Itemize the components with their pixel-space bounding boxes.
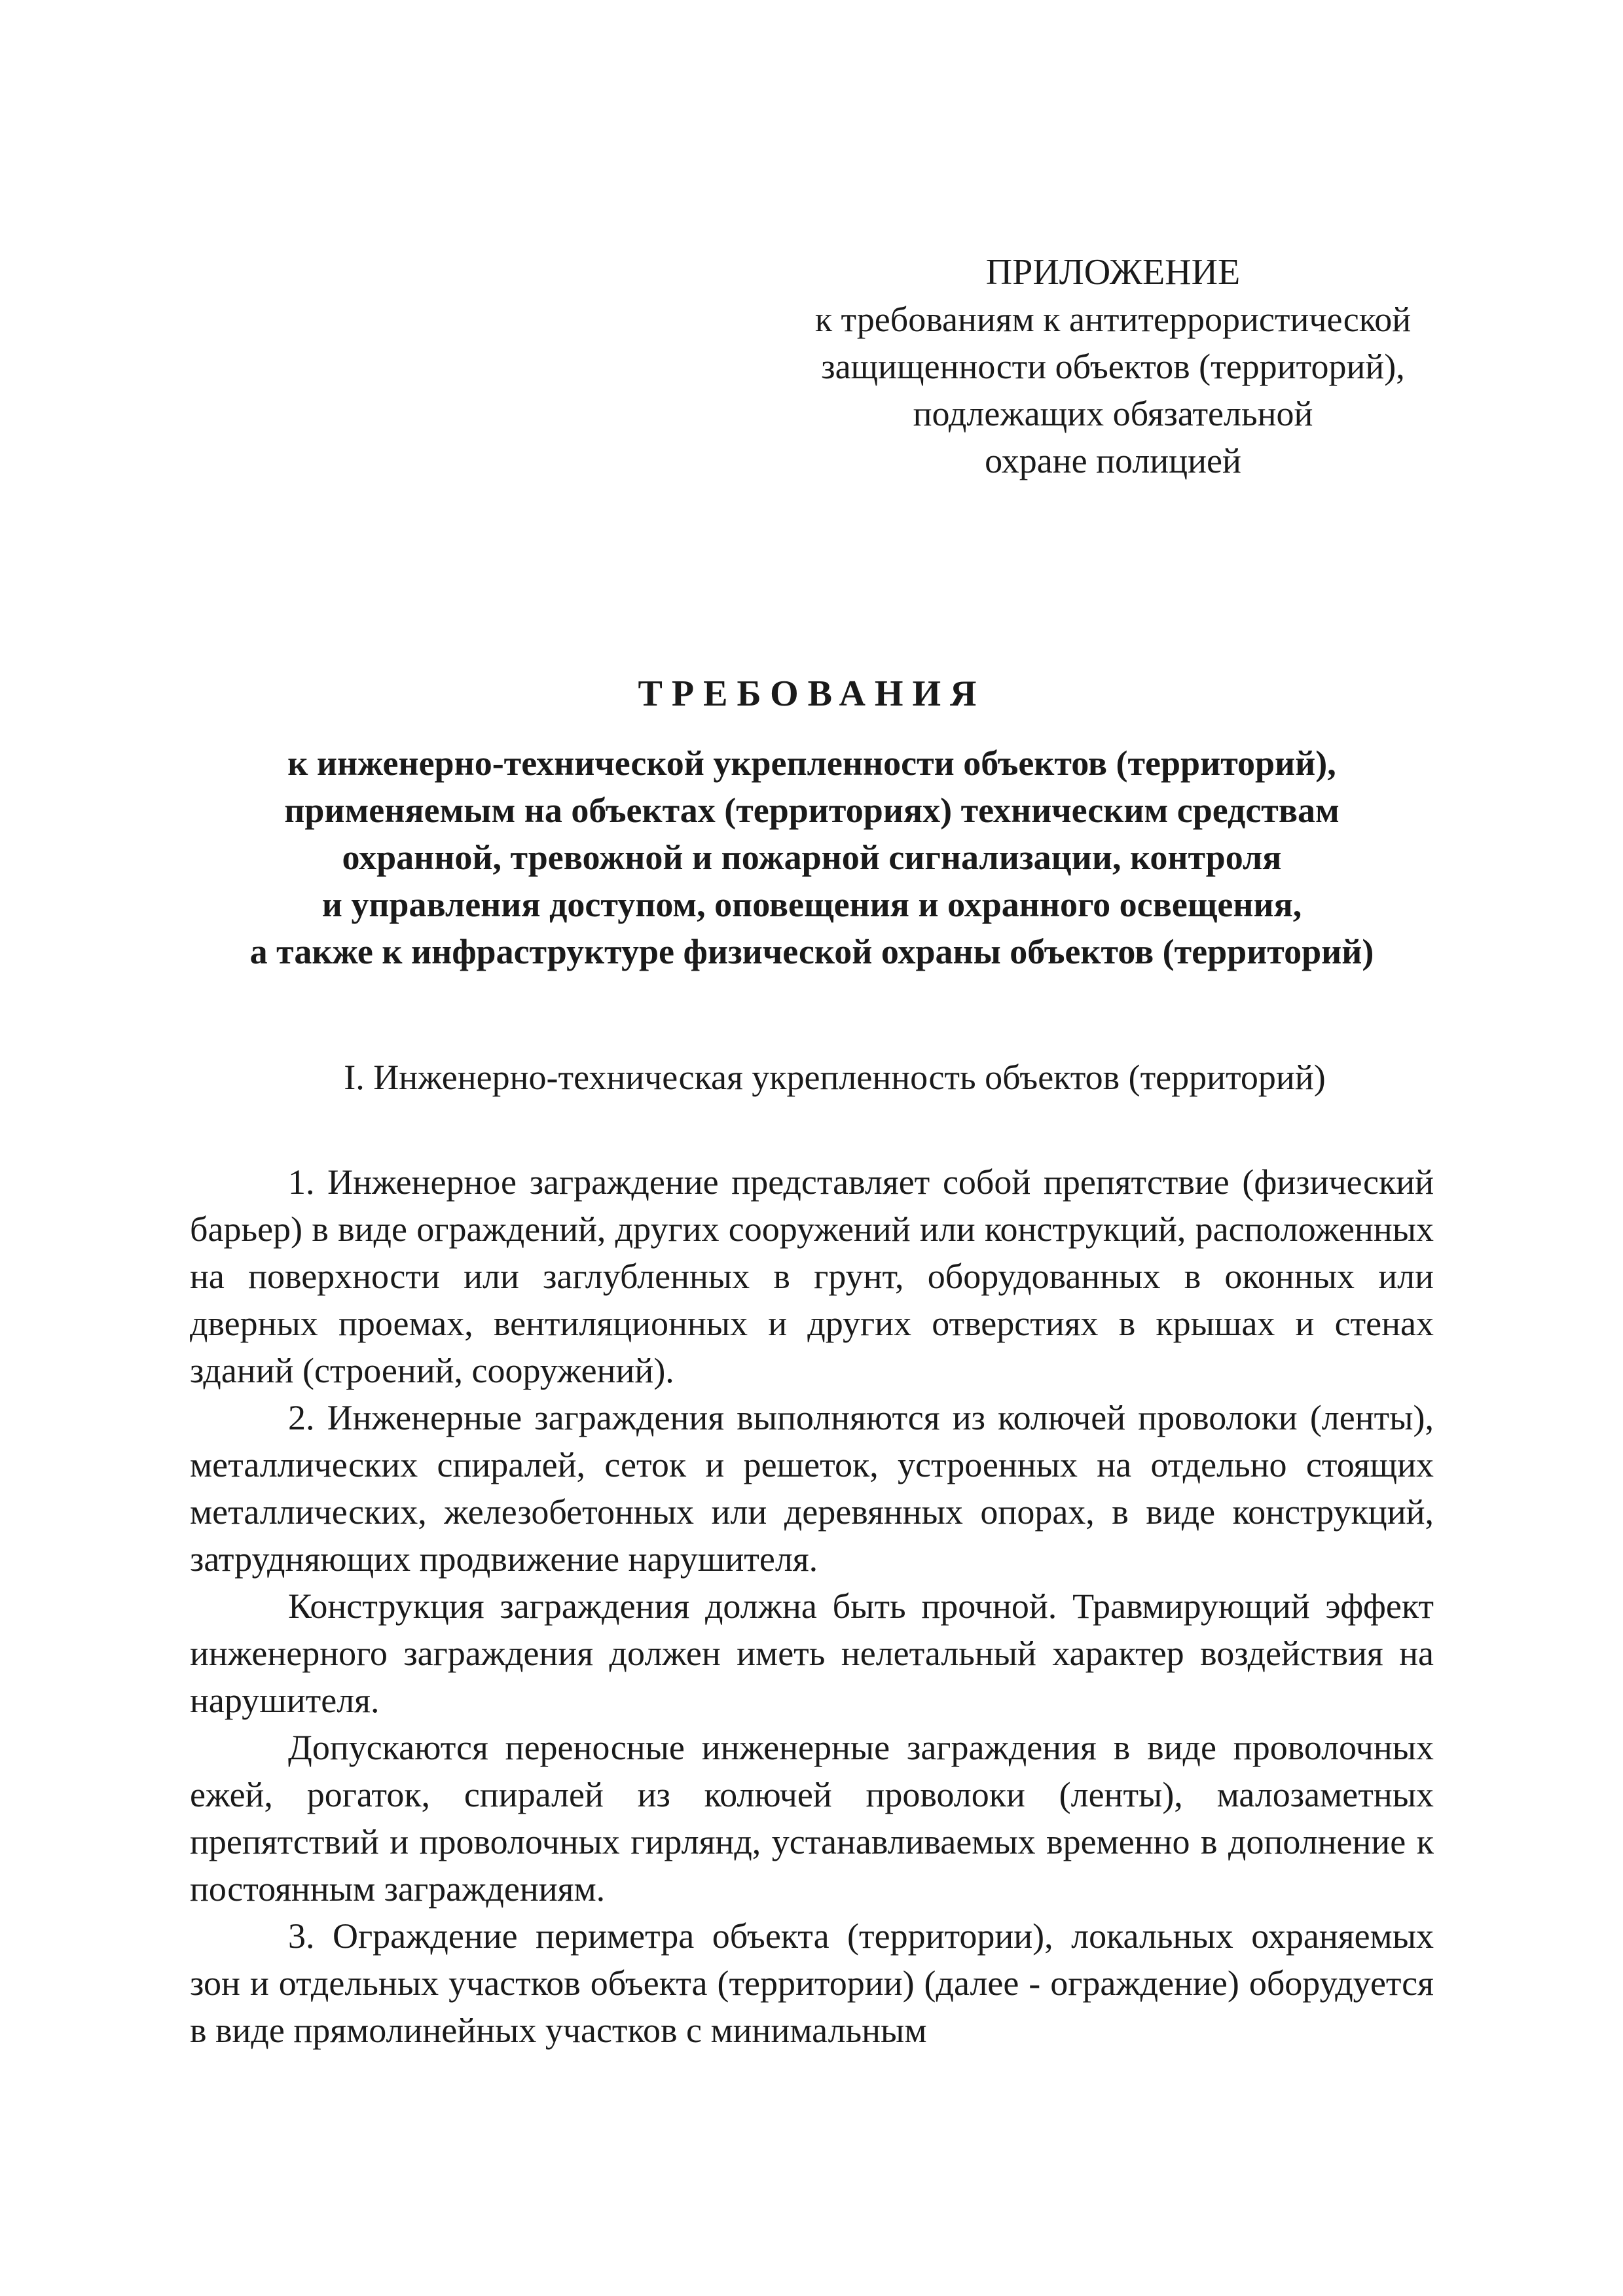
appendix-line: защищенности объектов (территорий), xyxy=(821,347,1405,386)
appendix-line: охране полицией xyxy=(985,441,1241,480)
paragraph: 2. Инженерные заграждения выполняются из колючей проволоки (ленты), металлических спиралей, сеток и решеток, устроенных на отдельно стоящих металлических, железобетонных или деревянных опорах, в виде конструкций, затрудняющих продвижение нарушителя. xyxy=(190,1398,1434,1579)
document-subtitle-line: а также к инфраструктуре физической охраны объектов (территорий) xyxy=(249,932,1374,971)
document-subtitle-line: и управления доступом, оповещения и охранного освещения, xyxy=(321,885,1302,924)
document-subtitle-line: к инженерно-технической укрепленности объектов (территорий), xyxy=(287,744,1336,783)
appendix-line: подлежащих обязательной xyxy=(913,394,1313,433)
section-heading: I. Инженерно-техническая укрепленность объектов (территорий) xyxy=(344,1058,1326,1097)
appendix-block xyxy=(773,249,1453,484)
document-title: ТРЕБОВАНИЯ xyxy=(638,673,986,714)
paragraph: 3. Ограждение периметра объекта (территории), локальных охраняемых зон и отдельных участков объекта (территории) (далее - ограждение) оборудуется в виде прямолинейных участков с минимальным xyxy=(190,1916,1434,2050)
title-block xyxy=(164,668,1460,975)
paragraph: 1. Инженерное заграждение представляет собой препятствие (физический барьер) в виде ограждений, других сооружений или конструкций, расположенных на поверхности или заглубленных в грунт, оборудованных в оконных или дверных проемах, вентиляционных и других отверстиях в крышах и стенах зданий (строений, сооружений). xyxy=(190,1162,1434,1390)
document-subtitle-line: охранной, тревожной и пожарной сигнализации, контроля xyxy=(342,838,1282,877)
document-body xyxy=(190,1158,1434,2054)
appendix-line: к требованиям к антитеррористической xyxy=(814,300,1412,339)
document-subtitle-line: применяемым на объектах (территориях) техническим средствам xyxy=(284,791,1340,830)
appendix-title: ПРИЛОЖЕНИЕ xyxy=(985,252,1241,293)
paragraph: Допускаются переносные инженерные заграждения в виде проволочных ежей, рогаток, спиралей из колючей проволоки (ленты), малозаметных препятствий и проволочных гирлянд, устанавливаемых временно в дополнение к постоянным заграждениям. xyxy=(190,1728,1434,1909)
paragraph: Конструкция заграждения должна быть прочной. Травмирующий эффект инженерного заграждения должен иметь нелетальный характер воздействия на нарушителя. xyxy=(190,1587,1434,1720)
